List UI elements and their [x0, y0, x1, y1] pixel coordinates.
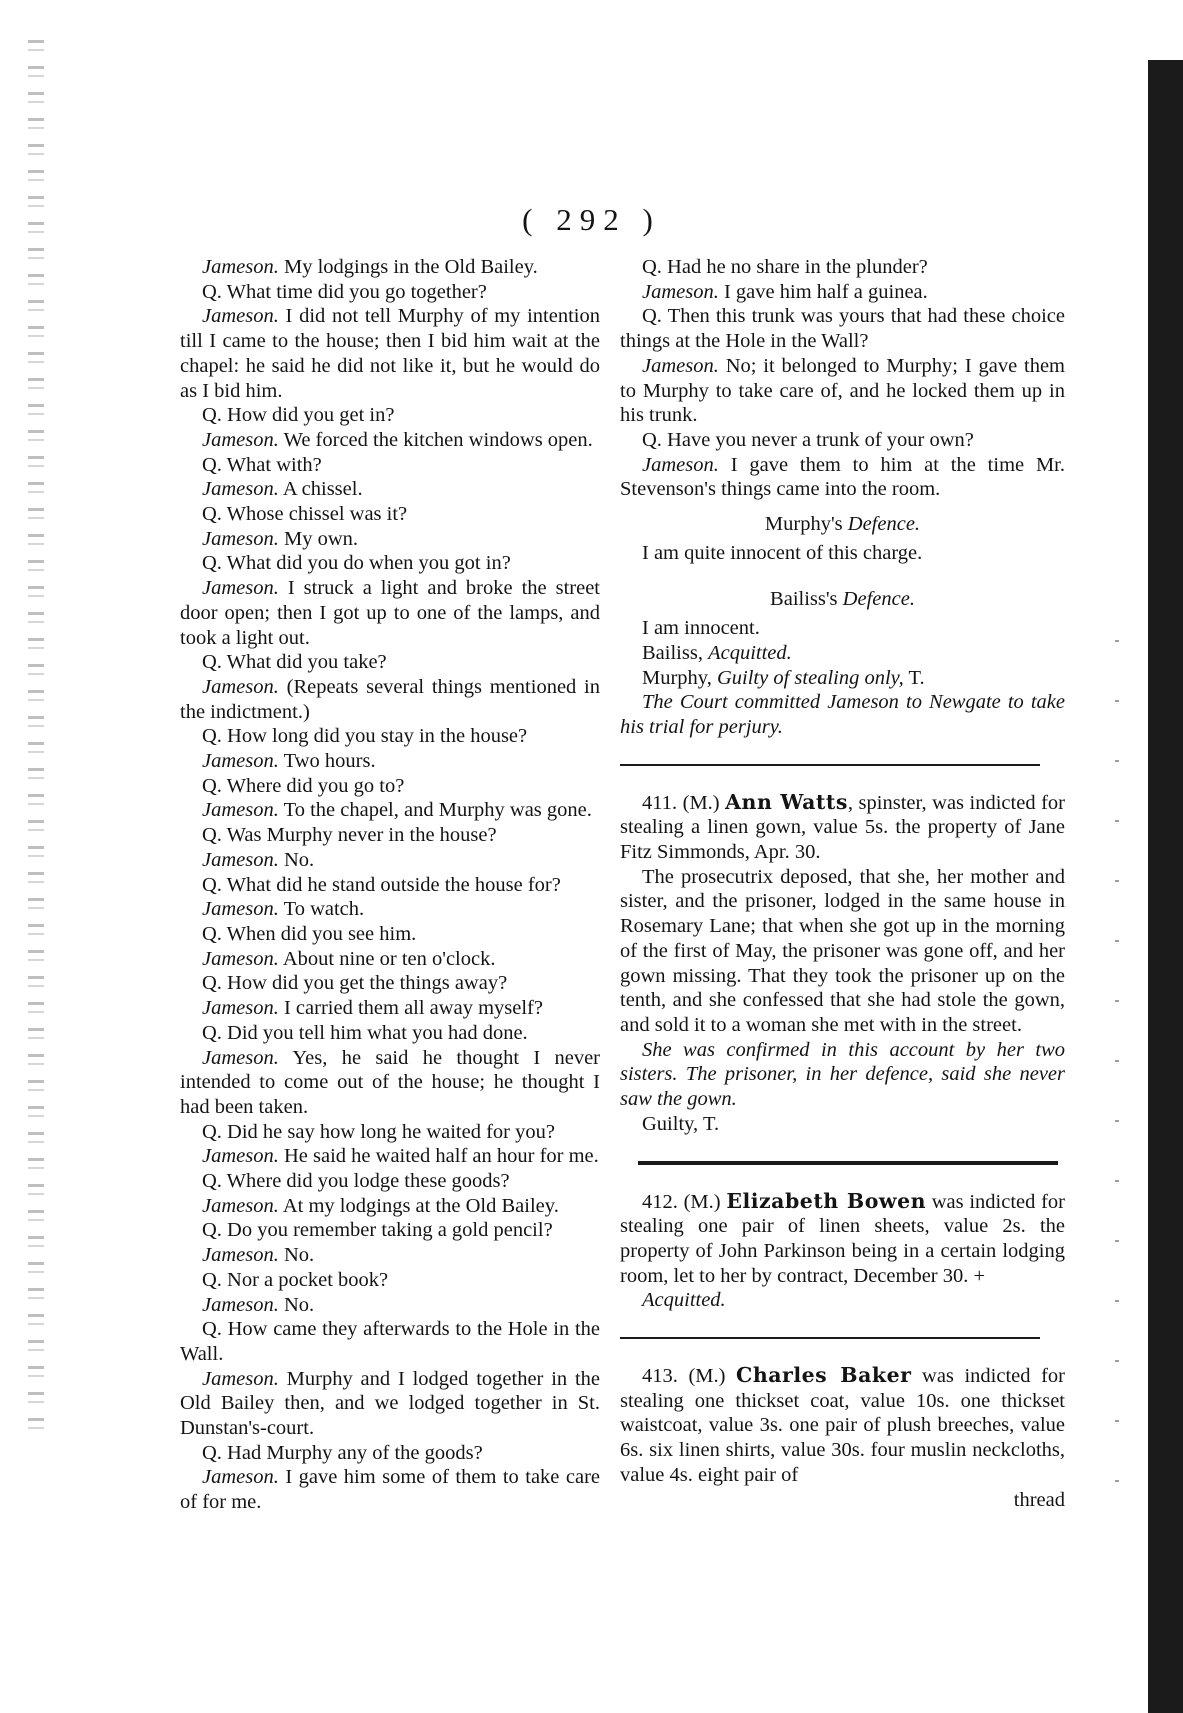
case-charge: was indicted for stealing one thickset coat, value 10s. one thickset waistcoat, value 3s. one pair of plush breeches, value 6s. six linen shirts, value 30s. four muslin neckcloths, value 4s. eight pair of — [620, 1365, 1065, 1486]
line-text: No; it belonged to Murphy; I gave them to Murphy to take care of, and he locked them up in his trunk. — [620, 354, 1065, 427]
line-text: Two hours. — [278, 750, 376, 773]
line-text: Q. Did he say how long he waited for you? — [202, 1120, 555, 1143]
left-column — [180, 255, 600, 1515]
speaker-name: Jameson. — [202, 1244, 279, 1267]
court-note: The Court committed Jameson to Newgate to take his trial for perjury. — [620, 691, 1065, 738]
question-line — [180, 724, 600, 749]
question-line — [180, 823, 600, 848]
defence-name: Bailiss's — [770, 588, 838, 611]
answer-line — [180, 255, 600, 280]
line-text: At my lodgings at the Old Bailey. — [278, 1194, 559, 1217]
answer-line — [180, 527, 600, 552]
line-text: Q. Did you tell him what you had done. — [202, 1021, 528, 1044]
line-text: Q. Was Murphy never in the house? — [202, 824, 497, 847]
speaker-name: Jameson. — [202, 1194, 279, 1217]
question-line — [180, 1441, 600, 1466]
line-text: Murphy and I lodged together in the Old Bailey then, and we lodged together in St. Dunstan's-court. — [180, 1367, 600, 1440]
answer-line — [180, 1293, 600, 1318]
answer-line — [180, 1194, 600, 1219]
answer-line — [180, 798, 600, 823]
answer-line — [180, 675, 600, 724]
case-413-header — [620, 1363, 1065, 1488]
question-line — [180, 1317, 600, 1366]
answer-line — [180, 477, 600, 502]
question-line — [180, 551, 600, 576]
line-text: I gave them to him at the time Mr. Stevenson's things came into the room. — [620, 453, 1065, 501]
case-charge: , spinster, was indicted for stealing a linen gown, value 5s. the property of Jane Fitz Simmonds, Apr. 30. — [620, 791, 1065, 864]
case-411-body: The prosecutrix deposed, that she, her mother and sister, and the prisoner, lodged in the same house in Rosemary Lane; that when she got up in the morning of the first of May, the prisoner was gone off, and her gown missing. That they took the prisoner up on the tenth, and she confessed that she had stole the gown, and sold it to a woman she met with in the street. — [620, 865, 1065, 1036]
case-411-header — [620, 790, 1065, 865]
speaker-name: Jameson. — [642, 354, 719, 377]
line-text: Q. When did you see him. — [202, 922, 417, 945]
question-line — [180, 403, 600, 428]
question-line — [180, 502, 600, 527]
speaker-name: Jameson. — [202, 675, 279, 698]
question-line — [620, 255, 1065, 280]
case-number: 412. (M.) — [642, 1190, 727, 1213]
section-rule — [620, 1337, 1040, 1339]
verdict-name: Murphy, — [642, 666, 717, 689]
line-text: About nine or ten o'clock. — [278, 947, 496, 970]
line-text: Q. What did you take? — [202, 651, 387, 674]
answer-line — [180, 1046, 600, 1120]
defence-label: Defence. — [842, 513, 921, 536]
speaker-name: Jameson. — [202, 527, 279, 550]
speaker-name: Jameson. — [202, 848, 279, 871]
defence-text-murphy: I am quite innocent of this charge. — [642, 541, 923, 564]
line-text: No. — [278, 1244, 315, 1267]
speaker-name: Jameson. — [202, 577, 279, 600]
line-text: I struck a light and broke the street door open; then I got up to one of the lamps, and took a light out. — [180, 577, 600, 649]
question-line — [620, 428, 1065, 453]
answer-line — [180, 1144, 600, 1169]
verdict-result: Acquitted. — [708, 641, 792, 664]
question-line — [180, 1169, 600, 1194]
speaker-name: Jameson. — [202, 898, 279, 921]
line-text: My own. — [278, 527, 359, 550]
line-text: He said he waited half an hour for me. — [278, 1145, 599, 1168]
speaker-name: Jameson. — [642, 453, 719, 476]
line-text: Q. Then this trunk was yours that had these choice things at the Hole in the Wall? — [620, 305, 1065, 353]
question-line — [180, 1021, 600, 1046]
defendant-name: Charles Baker — [736, 1363, 912, 1388]
answer-line — [180, 848, 600, 873]
speaker-name: Jameson. — [202, 799, 279, 822]
page-number: ( 292 ) — [522, 202, 661, 237]
page-edge-shadow — [1148, 60, 1183, 1713]
line-text: No. — [278, 1293, 315, 1316]
line-text: No. — [278, 848, 315, 871]
speaker-name: Jameson. — [202, 1145, 279, 1168]
line-text: Q. What did he stand outside the house for? — [202, 873, 561, 896]
line-text: Yes, he said he thought I never intended to come out of the house; he thought I had been taken. — [180, 1046, 600, 1118]
speaker-name: Jameson. — [202, 305, 279, 328]
speaker-name: Jameson. — [202, 428, 279, 451]
speaker-name: Jameson. — [202, 997, 279, 1020]
case-charge: was indicted for stealing one pair of linen sheets, value 2s. the property of John Parkinson being in a certain lodging room, let to her by contract, December 30. + — [620, 1190, 1065, 1287]
question-line — [180, 873, 600, 898]
answer-line — [180, 1465, 600, 1514]
case-number: 413. (M.) — [642, 1365, 737, 1388]
line-text: Q. How long did you stay in the house? — [202, 725, 528, 748]
case-412-header — [620, 1189, 1065, 1289]
answer-line — [620, 280, 1065, 305]
line-text: Q. Where did you go to? — [202, 774, 405, 797]
right-column — [620, 255, 1065, 1512]
scan-margin-left — [28, 40, 44, 1440]
line-text: Q. Nor a pocket book? — [202, 1268, 389, 1291]
line-text: Q. How came they afterwards to the Hole in the Wall. — [180, 1318, 600, 1365]
right-dialog — [620, 255, 1065, 502]
case-number: 411. (M.) — [642, 791, 726, 814]
line-text: I carried them all away myself? — [278, 997, 543, 1020]
line-text: Q. Had Murphy any of the goods? — [202, 1441, 483, 1464]
defendant-name: Elizabeth Bowen — [726, 1188, 927, 1213]
verdict-murphy — [620, 666, 1065, 691]
line-text: Q. What time did you go together? — [202, 280, 487, 303]
verdict-result: Guilty of stealing only, — [716, 666, 904, 689]
answer-line — [180, 897, 600, 922]
answer-line — [180, 1243, 600, 1268]
question-line — [180, 650, 600, 675]
line-text: I gave him some of them to take care of for me. — [180, 1466, 600, 1514]
speaker-name: Jameson. — [202, 1046, 279, 1069]
answer-line — [180, 304, 600, 403]
question-line — [180, 971, 600, 996]
line-text: Q. Have you never a trunk of your own? — [642, 428, 974, 451]
line-text: Q. How did you get the things away? — [202, 972, 508, 995]
defendant-name: Ann Watts — [725, 789, 848, 814]
answer-line — [620, 453, 1065, 502]
line-text: I gave him half a guinea. — [718, 280, 928, 303]
defence-label: Defence. — [837, 588, 915, 611]
line-text: My lodgings in the Old Bailey. — [278, 256, 538, 278]
speaker-name: Jameson. — [642, 280, 719, 303]
answer-line — [180, 1367, 600, 1441]
line-text: Q. Had he no share in the plunder? — [642, 256, 928, 278]
line-text: I did not tell Murphy of my intention till I came to the house; then I bid him wait at the chapel: he said he did not like it, but he would do as I bid him. — [180, 305, 600, 402]
speaker-name: Jameson. — [202, 947, 279, 970]
answer-line — [180, 749, 600, 774]
case-411-confirm: She was confirmed in this account by her two sisters. The prisoner, in her defence, said she never saw the gown. — [620, 1038, 1065, 1111]
line-text: (Repeats several things mentioned in the indictment.) — [180, 675, 600, 723]
verdict-name: Bailiss, — [642, 641, 709, 664]
defence-heading-murphy — [620, 512, 1065, 537]
line-text: Q. What with? — [202, 453, 322, 476]
catchword: thread — [1013, 1488, 1065, 1511]
line-text: To the chapel, and Murphy was gone. — [278, 799, 592, 822]
case-412-verdict: Acquitted. — [642, 1289, 726, 1312]
section-rule — [620, 764, 1040, 766]
defence-text-bailiss: I am innocent. — [642, 617, 760, 640]
speaker-name: Jameson. — [202, 750, 279, 773]
defence-heading-bailiss — [620, 587, 1065, 612]
line-text: We forced the kitchen windows open. — [278, 428, 593, 451]
speaker-name: Jameson. — [202, 478, 279, 501]
question-line — [180, 1268, 600, 1293]
question-line — [180, 1120, 600, 1145]
answer-line — [620, 354, 1065, 428]
answer-line — [180, 428, 600, 453]
question-line — [180, 453, 600, 478]
verdict-bailiss — [620, 641, 1065, 666]
line-text: Q. What did you do when you got in? — [202, 552, 511, 575]
speaker-name: Jameson. — [202, 256, 279, 278]
case-411-verdict: Guilty, T. — [642, 1112, 720, 1135]
answer-line — [180, 996, 600, 1021]
question-line — [180, 280, 600, 305]
verdict-sentence: T. — [903, 666, 925, 689]
line-text: A chissel. — [278, 478, 363, 501]
line-text: To watch. — [278, 898, 365, 921]
line-text: Q. Where did you lodge these goods? — [202, 1170, 510, 1193]
answer-line — [180, 947, 600, 972]
question-line — [620, 304, 1065, 353]
line-text: Q. Whose chissel was it? — [202, 503, 408, 526]
speaker-name: Jameson. — [202, 1367, 279, 1390]
scan-margin-right — [1115, 640, 1119, 1540]
answer-line — [180, 576, 600, 650]
question-line — [180, 1218, 600, 1243]
section-rule — [638, 1161, 1058, 1165]
defence-name: Murphy's — [764, 513, 843, 536]
question-line — [180, 922, 600, 947]
question-line — [180, 774, 600, 799]
speaker-name: Jameson. — [202, 1466, 279, 1489]
line-text: Q. How did you get in? — [202, 404, 395, 427]
line-text: Q. Do you remember taking a gold pencil? — [202, 1219, 553, 1242]
speaker-name: Jameson. — [202, 1293, 279, 1316]
